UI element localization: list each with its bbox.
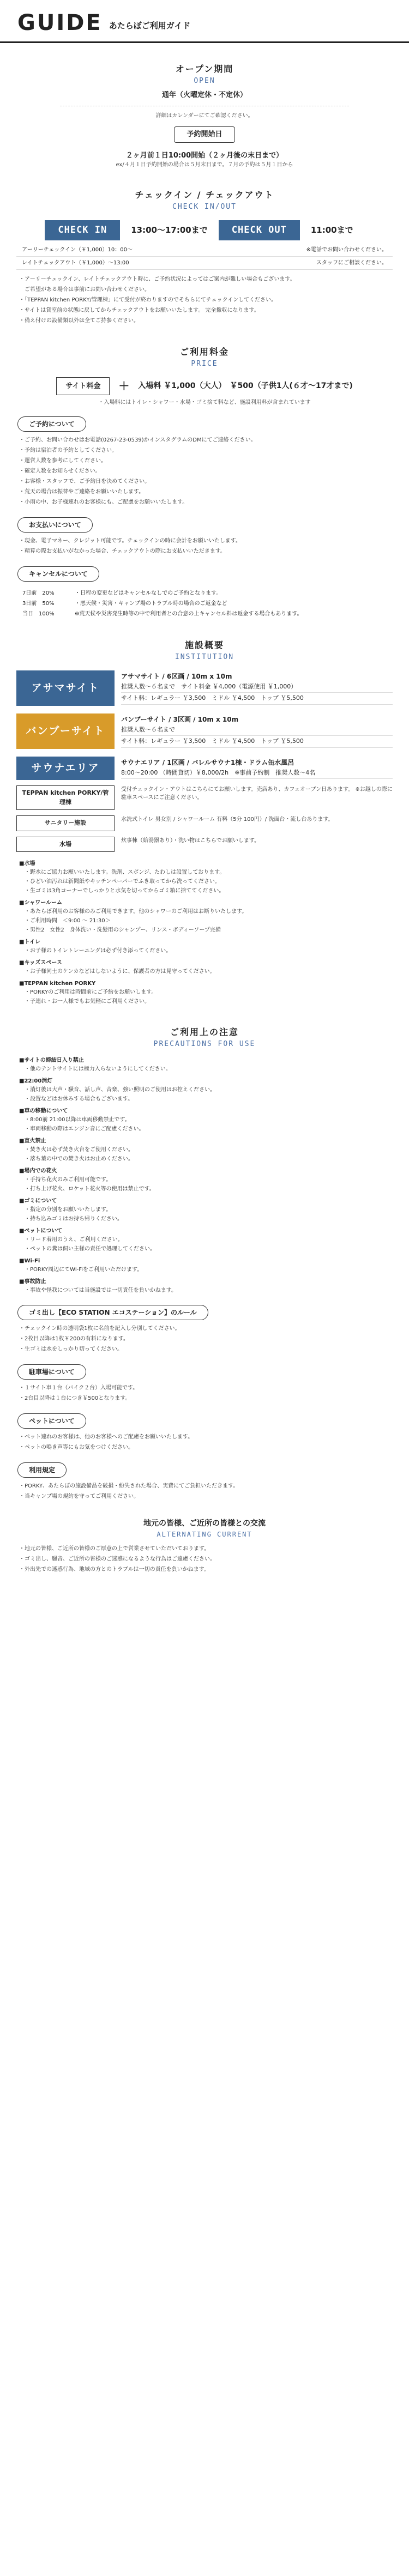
open-section	[0, 63, 409, 87]
open-period: 通年（火曜定休・不定休）	[161, 90, 247, 99]
institution-title-en: INSTITUTION	[175, 653, 234, 661]
checkin-option-row: レイトチェックアウト（￥1,000）～13:00 スタッフにご相談ください。	[16, 257, 393, 270]
site-bamboo: バンブーサイト バンブーサイト / 3区画 / 10m x 10m 推奨人数～６名まで サイト料：レギュラー ￥3,500 ミドル ￥4,500 トップ ￥5,500	[16, 713, 393, 749]
pet-label: ペットについて	[17, 1413, 86, 1429]
checkin-times	[0, 220, 409, 241]
eco-station-text: ・チェックイン時の透明袋1枚に名前を記入し分別してください。 ・2枚目以降は1枚￥200の有料になります。 ・生ゴミは水をしっかり切ってください。	[19, 1325, 181, 1352]
cancel-label: キャンセルについて	[17, 566, 99, 582]
price-title-en: PRICE	[191, 360, 218, 368]
site-label: サウナエリア	[16, 757, 115, 781]
table-row: 当日 100% ※荒天候や災害発生時等の中で利用者との合意の上キャンセル料は返金する場合もあります。	[22, 611, 303, 617]
site-label: バンブーサイト	[16, 713, 115, 749]
price-title: ご利用料金	[179, 347, 229, 357]
checkout-label: CHECK OUT	[219, 220, 300, 241]
checkin-title: チェックイン / チェックアウト	[135, 190, 274, 200]
cancel-table	[19, 588, 390, 619]
checkin-time: 13:00～17:00まで	[131, 225, 208, 235]
open-detail: 詳細はカレンダーにてご確認ください。	[155, 113, 254, 119]
reserve-start-note: ex/４月１日予約開始の場合は５月末日まで。７月の予約は５月１日から	[116, 162, 293, 168]
closing-text: ・地元の皆様、ご近所の皆様のご厚意の上で営業させていただいております。 ・ゴミ出し、騒音、ご近所の皆様のご迷惑になるような行為はご遠慮ください。 ・外出先での迷惑行為、地域の方とのトラブルは一切の責任を負いかねます。	[19, 1545, 215, 1573]
table-row: 3日前 50% ・悪天候・災害・キャンプ場のトラブル時の場合のご返金など	[22, 601, 227, 607]
reserve-start-label: 予約開始日	[174, 126, 234, 143]
facility-row: 水場 炊事棟（給湯器あり）・洗い物はこちらでお願いします。	[16, 837, 393, 852]
price-row	[0, 377, 409, 396]
guide-header	[0, 0, 409, 43]
price-note: ・入場料にはトイレ・シャワー・水場・ゴミ捨て料など、施設利用料が含まれています	[98, 400, 311, 406]
checkout-time: 11:00まで	[310, 225, 353, 235]
reservation-text: ・ご予約、お問い合わせはお電話(0267-23-0539)かインスタグラムのDMにてご連絡ください。 ・予約は宿泊者の予約としてください。 ・運営人数を参考にしてください。 ・確定人数をお知らせください。 ・お客様・スタッフで、ご予約日を決めてください。 ・荒天の場合は振替やご連絡をお願いいたします。 ・小雨の中、お子様連れのお客様にも、ご配慮をお願いいたします。	[19, 437, 256, 505]
terms-text: ・PORKY、あたらぼの施設備品を破損・紛失された場合、実費にてご負担いただきます。 ・当キャンプ場の規約を守ってご利用ください。	[19, 1483, 239, 1499]
parking-text: ・１サイト車１台（バイク２台）入場可能です。 ・2台目以降は１台につき￥500となります。	[19, 1384, 139, 1401]
checkin-option-row: アーリーチェックイン（￥1,000）10：00～ ※電話でお問い合わせください。	[16, 244, 393, 257]
precautions-title: ご利用上の注意	[170, 1027, 239, 1037]
guide-subtitle: あたらぼご利用ガイド	[109, 20, 191, 31]
closing-title-en: ALTERNATING CURRENT	[157, 1530, 252, 1538]
reservation-label: ご予約について	[17, 416, 86, 432]
site-fee-label: サイト料金	[56, 377, 110, 396]
closing-title: 地元の皆様、ご近所の皆様との交流	[143, 1519, 266, 1528]
table-row: 7日前 20% ・日程の変更などはキャンセルなしでのご予約となります。	[22, 590, 222, 596]
site-asama: アサマサイト アサマサイト / 6区画 / 10m x 10m 推奨人数～６名まで サイト料金 ￥4,000（電源使用 ￥1,000） サイト料：レギュラー ￥3,500 ミドル ￥4,500 トップ ￥5,500	[16, 670, 393, 706]
checkin-title-en: CHECK IN/OUT	[172, 203, 237, 211]
parking-label: 駐車場について	[17, 1364, 86, 1380]
terms-label: 利用規定	[17, 1462, 67, 1478]
facility-row: サニタリー施設 水洗式トイレ 男女別 / シャワールーム 有料（5分 100円）/ 洗面台・流し台あります。	[16, 815, 393, 831]
guide-title: GUIDE	[17, 10, 103, 35]
checkin-label: CHECK IN	[45, 220, 120, 241]
payment-text: ・現金、電子マネー、クレジット可能です。チェックインの時に会計をお願いいたします。 ・精算の際お支払いがなかった場合、チェックアウトの際にお支払いいただきます。	[19, 538, 241, 554]
site-sauna: サウナエリア サウナエリア / 1区画 / バレルサウナ1棟・ドラム缶水風呂 8:00～20:00 （時間貸切）￥8,000/2h ※事前予約制 推奨人数～4名	[16, 757, 393, 781]
plus-icon: ＋	[118, 379, 130, 393]
reserve-start-text: ２ヶ月前１日10:00開始（２ヶ月後の末日まで）	[125, 151, 284, 160]
site-label: アサマサイト	[16, 670, 115, 706]
precautions-title-en: PRECAUTIONS FOR USE	[153, 1040, 256, 1048]
eco-station-label: ゴミ出し【ECO STATION エコステーション】のルール	[17, 1305, 208, 1320]
institution-title: 施設概要	[184, 640, 224, 650]
facility-row: TEPPAN kitchen PORKY/管理棟 受付チェックイン・アウトはこちらにてお願いします。売店あり、カフェオープン日あります。 ※お越しの際に駐車スペースにご注意ください。	[16, 785, 393, 810]
open-title: オープン期間	[175, 64, 234, 74]
entry-fee: 入場料 ￥1,000（大人） ￥500（子供1人(６才～17才まで)	[138, 381, 353, 390]
precautions-list: ■サイトの締結日入り禁止 ・他のテントサイトには極力入らないようにしてください。 ■22:00消灯 ・消灯後は大声・騒音、話し声、音楽、強い照明のご使用はお控えください。 ・設置などはお休みする場合もございます。 ■車の移動について ・8:00前 21:00以降は車両移動禁止です。 ・車両移動の際はエンジン音にご配慮ください。 ■直火禁止 ・焚き火は必ず焚き火台をご使用ください。 ・落ち葉の中での焚き火はお止めください。 ■場内での花火 ・手持ち花火のみご利用可能です。 ・打ち上げ花火、ロケット花火等の使用は禁止です。 ■ゴミについて ・指定の分別をお願いいたします。 ・持ち込みゴミはお持ち帰りください。 ■ペットについて ・リード着用のうえ、ご利用ください。 ・ペットの糞は飼い主様の責任で処理してください。 ■Wi-Fi ・PORKY周辺にてWi-Fiをご利用いただけます。 ■事故防止 ・事故や怪我については当施設では一切責任を負いかねます。	[19, 1057, 215, 1293]
payment-label: お支払いについて	[17, 517, 93, 533]
facility-details: ■水場 ・野水にご協力お願いいたします。洗剤、スポンジ、たわしは設置しております。 ・ひどい油汚れは新聞紙やキッチンペーパーでふき取ってから洗ってください。 ・生ゴミは3角コーナーでしっかりと水気を切ってからゴミ箱に捨ててください。 ■シャワールーム ・あたらぼ利用のお客様のみご利用できます。他のシャワーのご利用はお断りいたします。 ・ご利用時間 ＜9:00 ～ 21:30＞ ・男性2 女性2 身体洗い・洗髪用のシャンプー、リンス・ボディーソープ完備 ■トイレ ・お子様のトイレトレーニングは必ず付き添ってください。 ■キッズスペース ・お子様同士のケンカなどはしないように、保護者の方は見守ってください。 ■TEPPAN kitchen PORKY ・PORKYのご利用は時間前にご予約をお願いします。 ・子連れ・お一人様でもお気軽にご利用ください。	[19, 861, 248, 1005]
pet-text: ・ペット連れのお客様は、他のお客様へのご配慮をお願いいたします。 ・ペットの鳴き声等にもお気をつけください。	[19, 1434, 194, 1450]
open-title-en: OPEN	[194, 77, 215, 85]
checkin-notes: ・アーリーチェックイン、レイトチェックアウト時に、ご予約状況によってはご案内が難しい場合もございます。 ご希望がある場合は事前にお問い合わせください。 ・「TEPPAN kitchen PORKY/管理棟」にて受付が終わりますのでそちらにてチェックインしてください。 ・サイトは貸室前の状態に戻してからチェックアウトをお願いいたします。 完全撤収になります。 ・備え付けの設備類以外は全てご持参ください。	[19, 276, 296, 324]
checkin-options	[16, 244, 393, 270]
